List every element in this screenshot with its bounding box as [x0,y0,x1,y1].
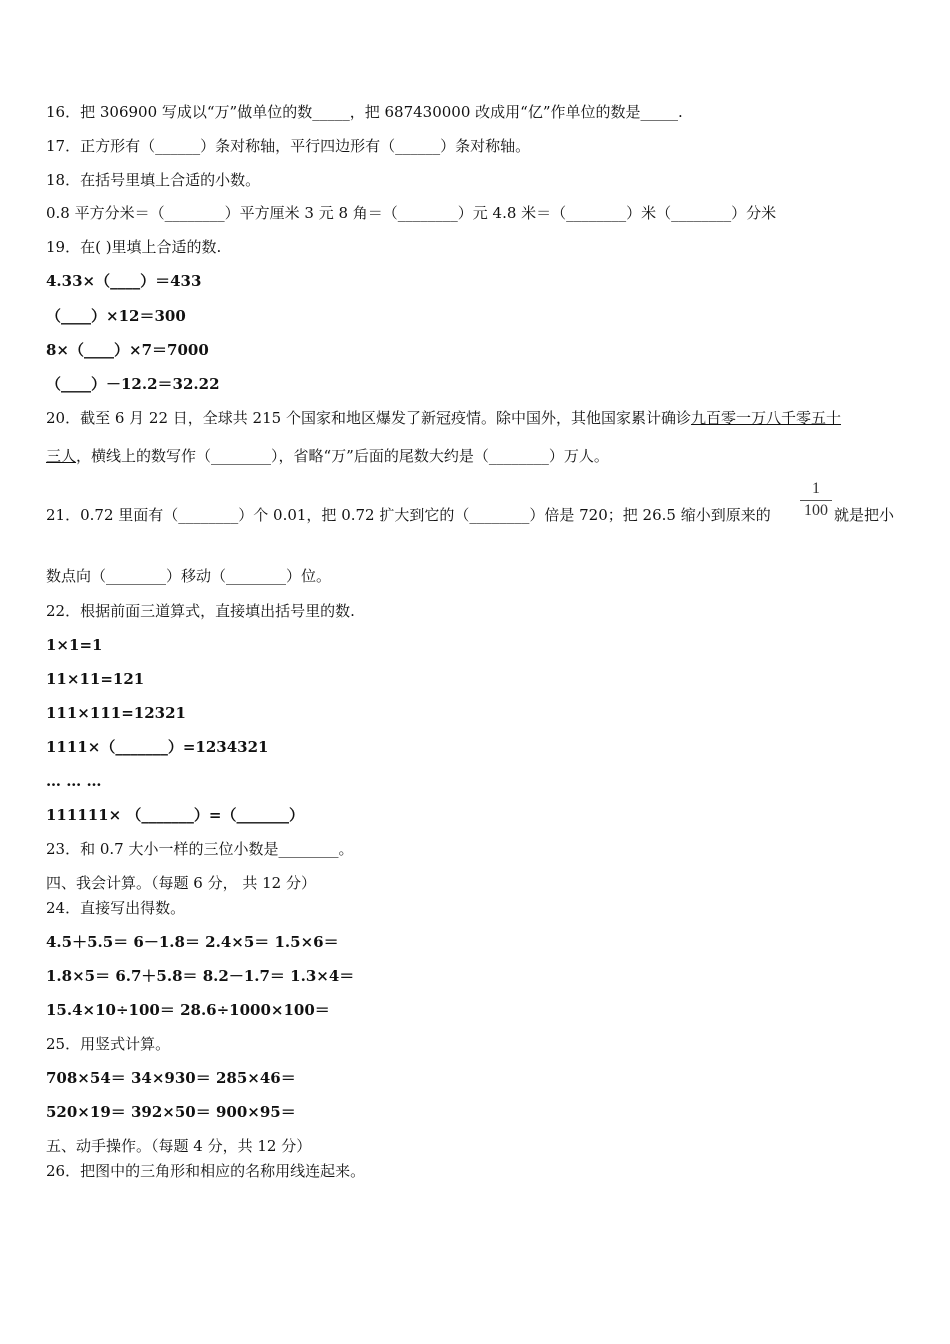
question-20-line2 [46,446,609,466]
question-20-line1 [46,408,841,428]
section-4-heading: 四、我会计算。（每题 6 分， 共 12 分） [46,874,316,892]
question-19-a: 4.33×（____）＝433 [46,272,202,290]
fraction-bar [800,500,832,501]
section-5-heading: 五、动手操作。（每题 4 分，共 12 分） [46,1137,312,1155]
question-20-text: 20．截至 6 月 22 日，全球共 215 个国家和地区爆发了新冠疫情。除中国外，其他国家累计确诊 [46,409,691,427]
question-19: 19．在( )里填上合适的数. [46,238,222,256]
question-25: 25．用竖式计算。 [46,1035,171,1053]
question-18: 18．在括号里填上合适的小数。 [46,171,261,189]
question-25-row1: 708×54＝ 34×930＝ 285×46＝ [46,1069,296,1087]
question-22-a: 1×1=1 [46,636,103,654]
question-19-b: （____）×12＝300 [46,307,186,325]
question-22-e: 111111× （_______）=（_______） [46,806,304,824]
question-18-items: 0.8 平方分米＝（________）平方厘米 3 元 8 角＝（________）元 4.8 米＝（________）米（________）分米 [46,204,777,222]
question-22-d: 1111×（_______）=1234321 [46,738,269,756]
question-16: 16．把 306900 写成以“万”做单位的数_____，把 687430000 改成用“亿”作单位的数是_____. [46,103,683,121]
question-19-c: 8×（____）×7＝7000 [46,341,209,359]
question-22-b: 11×11=121 [46,670,145,688]
question-26: 26．把图中的三角形和相应的名称用线连起来。 [46,1162,366,1180]
question-20-underlined-number-end: 三人 [46,447,77,465]
question-21-line2: 数点向（________）移动（________）位。 [46,567,332,585]
question-24: 24．直接写出得数。 [46,899,186,917]
question-17: 17．正方形有（______）条对称轴，平行四边形有（______）条对称轴。 [46,137,531,155]
fraction-numerator: 1 [812,480,820,497]
question-21-line1: 21．0.72 里面有（________）个 0.01，把 0.72 扩大到它的（________）倍是 720；把 26.5 缩小到原来的 [46,506,771,524]
question-20-underlined-number: 九百零一万八千零五十 [690,409,841,427]
question-22-c: 111×111=12321 [46,704,186,722]
question-20-text-end: ，横线上的数写作（________），省略“万”后面的尾数大约是（________）万人。 [76,447,609,465]
question-24-row3: 15.4×10÷100＝ 28.6÷1000×100＝ [46,1001,330,1019]
question-23: 23．和 0.7 大小一样的三位小数是________。 [46,840,354,858]
question-22: 22．根据前面三道算式，直接填出括号里的数. [46,602,355,620]
question-22-dots: … … … [46,772,102,790]
question-25-row2: 520×19＝ 392×50＝ 900×95＝ [46,1103,296,1121]
question-21-line1-end: 就是把小 [834,506,895,524]
question-24-row1: 4.5＋5.5＝ 6－1.8＝ 2.4×5＝ 1.5×6＝ [46,933,339,951]
question-19-d: （____）－12.2＝32.22 [46,375,220,393]
fraction-denominator: 100 [804,502,828,519]
question-24-row2: 1.8×5＝ 6.7＋5.8＝ 8.2－1.7＝ 1.3×4＝ [46,967,355,985]
fraction-one-hundredth [800,480,832,520]
